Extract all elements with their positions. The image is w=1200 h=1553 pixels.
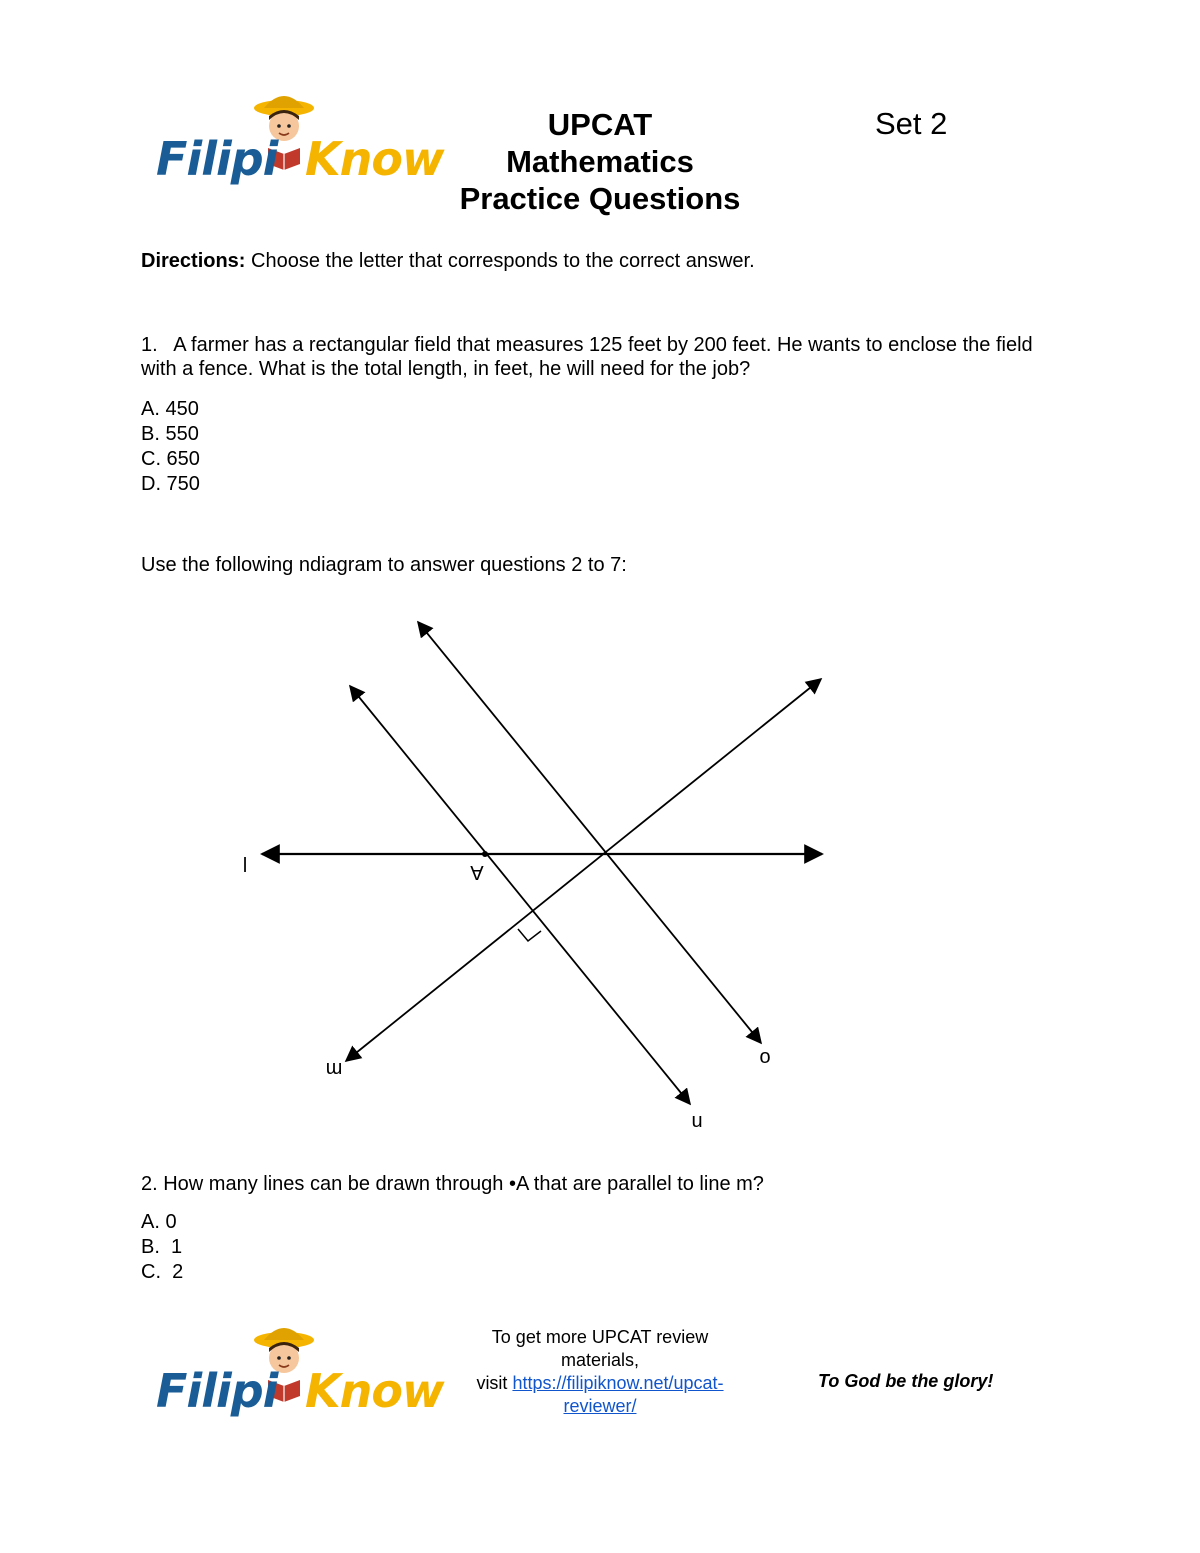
diagram-intro: Use the following ndiagram to answer questions 2 to 7: — [141, 554, 627, 576]
footer-line-2: materials, — [560, 1350, 640, 1370]
line-m — [346, 679, 821, 1061]
upcat-reviewer-link-continued[interactable]: reviewer/ — [563, 1396, 637, 1416]
right-angle-mark — [518, 929, 541, 941]
footer-visit: visit — [476, 1373, 513, 1393]
question-1-text: A farmer has a rectangular field that measures 125 feet by 200 feet. He wants to enclose the field with a fence. What is the total length, in feet, he will need for the job? — [141, 334, 1033, 380]
choice-item: A. 450 — [141, 398, 199, 420]
title-line-2: Mathematics — [506, 144, 694, 179]
label-line-n: n — [691, 1111, 703, 1133]
directions-label: Directions: — [141, 250, 246, 272]
line-n — [350, 686, 690, 1104]
set-label: Set 2 — [875, 106, 948, 141]
choice-item: B. 1 — [141, 1236, 183, 1258]
upcat-reviewer-link[interactable]: https://filipiknow.net/upcat- — [512, 1373, 724, 1393]
logo-text-left: Filipi — [156, 132, 278, 186]
footer-filipiknow-logo — [150, 1322, 444, 1422]
choice-item: D. 750 — [141, 473, 200, 495]
footer-line-4 — [440, 1395, 760, 1418]
logo-text-right: Know — [305, 132, 444, 186]
point-a-dot — [482, 851, 488, 857]
question-2: 2. How many lines can be drawn through •A that are parallel to line m? — [141, 1173, 764, 1195]
footer-line-3 — [440, 1372, 760, 1395]
label-line-o: o — [759, 1047, 771, 1069]
choice-item: A. 0 — [141, 1211, 177, 1233]
label-line-m: m — [325, 1058, 343, 1080]
choice-item: C. 2 — [141, 1261, 184, 1283]
label-point-a: A — [470, 861, 484, 883]
choice-item: B. 550 — [141, 423, 199, 445]
footer-logo-text-right: Know — [305, 1364, 444, 1418]
directions-text: Choose the letter that corresponds to the correct answer. — [245, 250, 755, 272]
question-2-choices — [141, 1210, 183, 1285]
question-1-number: 1. — [141, 334, 158, 356]
choice-item: C. 650 — [141, 448, 200, 470]
footer-motto: To God be the glory! — [818, 1371, 994, 1391]
title-line-3: Practice Questions — [459, 181, 741, 216]
label-line-l: l — [242, 852, 248, 874]
footer-promo — [440, 1326, 760, 1418]
title-line-1: UPCAT — [547, 107, 653, 142]
footer-line-1: To get more UPCAT review — [491, 1327, 709, 1347]
footer-logo-text-left: Filipi — [156, 1364, 278, 1418]
